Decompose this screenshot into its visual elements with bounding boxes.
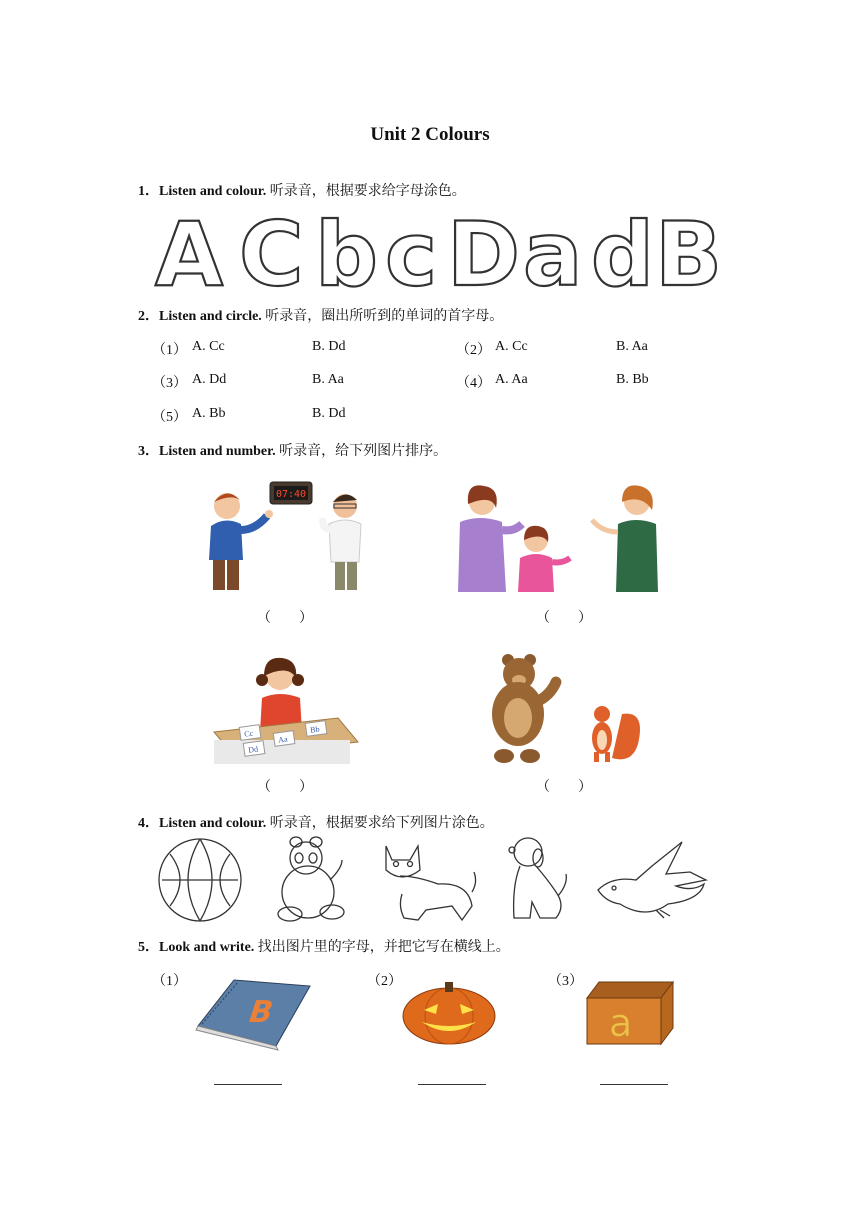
outline-letter-3[interactable]: b <box>315 203 378 306</box>
q2-instruction-en: Listen and circle. <box>159 309 262 324</box>
q2-item-number: （1） <box>152 343 187 358</box>
q2-option-b[interactable]: B. Aa <box>312 372 344 387</box>
pumpkin-with-letter <box>400 980 498 1046</box>
outline-letter-2[interactable]: C <box>239 203 304 306</box>
q1-instruction-zh: 听录音，根据要求给字母涂色。 <box>269 184 466 199</box>
q3-number: 3． <box>138 444 159 459</box>
q5-item-label: （1） <box>152 974 187 989</box>
bird-outline[interactable] <box>598 842 706 918</box>
q2-option-a[interactable]: A. Bb <box>192 406 226 421</box>
letter-card: Aa <box>277 734 289 745</box>
panda-outline[interactable] <box>278 837 344 921</box>
clock-display: 07:40 <box>275 489 307 500</box>
question-3-heading <box>138 440 447 460</box>
q2-item-number: （5） <box>152 410 187 425</box>
q3-answer-blank-4[interactable]: （ ） <box>536 780 592 795</box>
book-with-letter <box>190 980 314 1050</box>
outline-letter-6[interactable]: a <box>523 203 583 306</box>
letter-card: Dd <box>247 744 259 755</box>
outline-letter-7[interactable]: d <box>591 203 654 306</box>
book-letter: B <box>243 994 279 1030</box>
box-letter: a <box>609 1001 633 1045</box>
outline-letter-4[interactable]: c <box>385 203 438 306</box>
q4-instruction-en: Listen and colour. <box>159 816 267 831</box>
q3-instruction-zh: 听录音，给下列图片排序。 <box>279 444 448 459</box>
basketball-outline[interactable] <box>159 839 241 921</box>
outline-letter-8[interactable]: B <box>655 203 723 306</box>
question-2-heading <box>138 305 503 325</box>
q5-answer-line-3[interactable] <box>600 1084 668 1085</box>
q4-number: 4． <box>138 816 159 831</box>
question-5-heading <box>138 936 510 956</box>
page-title: Unit 2 Colours <box>370 124 490 145</box>
outline-letter-1[interactable]: A <box>155 203 224 306</box>
q3-answer-blank-3[interactable]: （ ） <box>257 780 313 795</box>
q2-option-b[interactable]: B. Dd <box>312 339 346 354</box>
q2-item-number: （2） <box>456 343 491 358</box>
q4-coloring-pictures <box>156 836 708 926</box>
q2-number: 2． <box>138 309 159 324</box>
q2-option-a[interactable]: A. Cc <box>495 339 528 354</box>
question-1-heading <box>138 180 466 200</box>
q5-item-label: （2） <box>367 974 402 989</box>
q2-instruction-zh: 听录音，圈出所听到的单词的首字母。 <box>265 309 504 324</box>
q3-instruction-en: Listen and number. <box>159 444 276 459</box>
q5-item-label: （3） <box>548 974 583 989</box>
q2-item-number: （3） <box>152 376 187 391</box>
q2-option-b[interactable]: B. Aa <box>616 339 648 354</box>
q2-option-b[interactable]: B. Dd <box>312 406 346 421</box>
q5-answer-line-2[interactable] <box>418 1084 486 1085</box>
q2-option-a[interactable]: A. Aa <box>495 372 528 387</box>
q3-answer-blank-1[interactable]: （ ） <box>257 611 313 626</box>
letter-card: Cc <box>243 728 254 739</box>
q3-picture-family-greeting <box>452 480 662 595</box>
q1-instruction-en: Listen and colour. <box>159 184 267 199</box>
q4-instruction-zh: 听录音，根据要求给下列图片涂色。 <box>269 816 494 831</box>
q3-picture-boys-greeting <box>195 478 380 596</box>
box-with-letter <box>585 980 675 1046</box>
cat-outline[interactable] <box>386 846 476 920</box>
q2-item-number: （4） <box>456 376 491 391</box>
q1-number: 1． <box>138 184 159 199</box>
q2-option-a[interactable]: A. Cc <box>192 339 225 354</box>
q3-picture-bear-and-squirrel <box>484 652 644 767</box>
outline-letter-5[interactable]: D <box>447 203 521 306</box>
letter-card: Bb <box>309 724 321 735</box>
q3-picture-girl-with-letter-cards <box>214 652 360 764</box>
q2-option-a[interactable]: A. Dd <box>192 372 227 387</box>
q5-number: 5． <box>138 940 159 955</box>
q5-answer-line-1[interactable] <box>214 1084 282 1085</box>
q3-answer-blank-2[interactable]: （ ） <box>536 611 592 626</box>
q1-outline-letters <box>155 203 723 306</box>
q5-instruction-en: Look and write. <box>159 940 255 955</box>
dog-outline[interactable] <box>509 838 566 918</box>
q5-instruction-zh: 找出图片里的字母，并把它写在横线上。 <box>257 940 510 955</box>
question-4-heading <box>138 812 494 832</box>
q2-option-b[interactable]: B. Bb <box>616 372 649 387</box>
